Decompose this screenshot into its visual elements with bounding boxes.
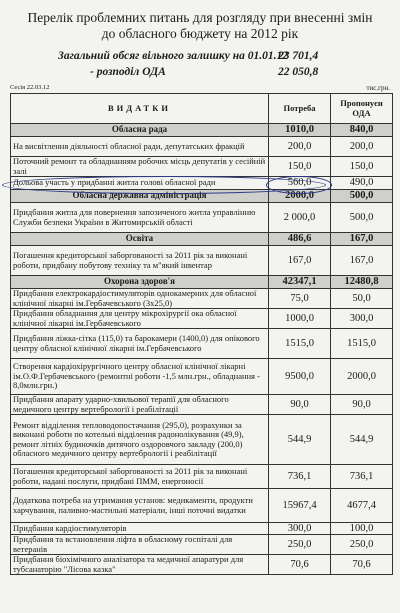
summary-label: - розподіл ОДА (90, 66, 166, 78)
table-row (11, 465, 393, 489)
need-cell: 1000,0 (269, 309, 331, 329)
proposal-cell: 250,0 (331, 535, 393, 555)
proposal-cell: 200,0 (331, 137, 393, 157)
proposal-cell: 736,1 (331, 465, 393, 489)
table-row (11, 203, 393, 233)
item-cell: Освіта (11, 233, 269, 246)
table-row (11, 289, 393, 309)
need-cell: 70,6 (269, 555, 331, 575)
proposal-cell: 150,0 (331, 157, 393, 177)
section-row (11, 190, 393, 203)
need-cell: 75,0 (269, 289, 331, 309)
need-cell: 90,0 (269, 395, 331, 415)
table-row (11, 329, 393, 359)
item-cell: Придбання електрокардіостимуляторів однокамерних для обласної клінічної лікарні ім.Гербачевського (3х25,0) (11, 289, 269, 309)
section-row (11, 233, 393, 246)
item-cell: Придбання апарату ударно-хвильової терапії для обласного медичного центру вертебрології і реабілітації (11, 395, 269, 415)
section-row (11, 276, 393, 289)
item-cell: Створення кардіохірургічного центру обласної клінічної лікарні ім.О.Ф.Гербачевського (ремонтні роботи -1,5 млн.грн., обладнання - 8,0млн.грн.) (11, 359, 269, 395)
proposal-cell: 300,0 (331, 309, 393, 329)
table-row (11, 535, 393, 555)
item-cell: Погашення кредиторської заборгованості за 2011 рік за виконані роботи, надані послуги, придбані ПММ, енергоносії (11, 465, 269, 489)
units-note: тис.грн. (366, 84, 390, 92)
section-row (11, 124, 393, 137)
need-cell: 250,0 (269, 535, 331, 555)
table-row (11, 395, 393, 415)
item-cell: Обласна рада (11, 124, 269, 137)
item-cell: Придбання житла для повернення запозиченого житла управлінню Служби безпеки України в Житомирській області (11, 203, 269, 233)
item-cell: На висвітлення діяльності обласної ради, депутатських фракцій (11, 137, 269, 157)
header-proposal: Пропонуєи ОДА (331, 94, 393, 124)
summary-value: 23 701,4 (278, 50, 319, 62)
proposal-cell: 167,0 (331, 233, 393, 246)
session-note: Сесія 22.03.12 (10, 84, 50, 91)
item-cell: Погашення кредиторської заборгованості за 2011 рік за виконані роботи, придбану побутову техніку та м"який інвентар (11, 246, 269, 276)
item-cell: Обласна державна адміністрація (11, 190, 269, 203)
proposal-cell: 840,0 (331, 124, 393, 137)
summary-line-distribution (58, 66, 319, 78)
proposal-cell: 70,6 (331, 555, 393, 575)
item-cell: Придбання кардіостимуляторів (11, 523, 269, 535)
proposal-cell: 490,0 (331, 177, 393, 190)
summary-value: 22 050,8 (278, 66, 319, 78)
need-cell: 486,6 (269, 233, 331, 246)
need-cell: 1010,0 (269, 124, 331, 137)
table-row (11, 246, 393, 276)
table-row (11, 137, 393, 157)
need-cell: 9500,0 (269, 359, 331, 395)
header-need: Потреба (269, 94, 331, 124)
need-cell: 42347,1 (269, 276, 331, 289)
proposal-cell: 167,0 (331, 246, 393, 276)
item-cell: Додаткова потреба на утримання установ: медикаменти, продукти харчування, паливно-мастильні матеріали, інші поточні видатки (11, 489, 269, 523)
table-row (11, 309, 393, 329)
need-cell: 2000,0 (269, 190, 331, 203)
table-row (11, 489, 393, 523)
need-cell: 544,9 (269, 415, 331, 465)
need-cell: 150,0 (269, 157, 331, 177)
summary-line-total (58, 50, 319, 62)
table-row (11, 157, 393, 177)
need-cell: 15967,4 (269, 489, 331, 523)
proposal-cell: 12480,8 (331, 276, 393, 289)
proposal-cell: 500,0 (331, 203, 393, 233)
table-row (11, 359, 393, 395)
item-cell: Поточний ремонт та обладнанням робочих місць депутатів у сесійній залі (11, 157, 269, 177)
table-row (11, 555, 393, 575)
need-cell: 300,0 (269, 523, 331, 535)
proposal-cell: 4677,4 (331, 489, 393, 523)
item-cell: Охорона здоров'я (11, 276, 269, 289)
need-cell: 1515,0 (269, 329, 331, 359)
header-item: ВИДАТКИ (11, 94, 269, 124)
proposal-cell: 50,0 (331, 289, 393, 309)
need-cell: 560,0 (269, 177, 331, 190)
proposal-cell: 100,0 (331, 523, 393, 535)
need-cell: 167,0 (269, 246, 331, 276)
table-row (11, 415, 393, 465)
table-row (11, 523, 393, 535)
proposal-cell: 544,9 (331, 415, 393, 465)
need-cell: 200,0 (269, 137, 331, 157)
document-title: Перелік проблемних питань для розгляду при внесенні змін до обласного бюджету на 2012 рік (27, 10, 373, 41)
table-header-row (11, 94, 393, 124)
item-cell: Придбання біохімічного аналізатора та медичної апаратури для тубсанаторію "Лісова казка" (11, 555, 269, 575)
item-cell: Дольова участь у придбанні житла голові обласної ради (11, 177, 269, 190)
need-cell: 736,1 (269, 465, 331, 489)
table-row (11, 177, 393, 190)
proposal-cell: 500,0 (331, 190, 393, 203)
item-cell: Придбання обладнання для центру мікрохірургії ока обласної клінічної лікарні ім.Гербачевського (11, 309, 269, 329)
item-cell: Придбання ліжка-сітка (115,0) та барокамери (1400,0) для опікового центру обласної клінічної лікарні ім.Гербачевського (11, 329, 269, 359)
item-cell: Придбання та встановлення ліфта в обласному госпіталі для ветеранів (11, 535, 269, 555)
budget-table (10, 93, 393, 575)
proposal-cell: 1515,0 (331, 329, 393, 359)
need-cell: 2 000,0 (269, 203, 331, 233)
proposal-cell: 2000,0 (331, 359, 393, 395)
summary-label: Загальний обсяг вільного залишку на 01.01.12 (58, 50, 288, 62)
item-cell: Ремонт відділення тепловодопостачання (295,0), розрахунки за виконані роботи по котельні відділення радонолікування (49,9), ремонт літніх будиночків дитячого оздоровчого закладу (200,0) обласного медичного центру вертебрології і реабілітації (11, 415, 269, 465)
proposal-cell: 90,0 (331, 395, 393, 415)
